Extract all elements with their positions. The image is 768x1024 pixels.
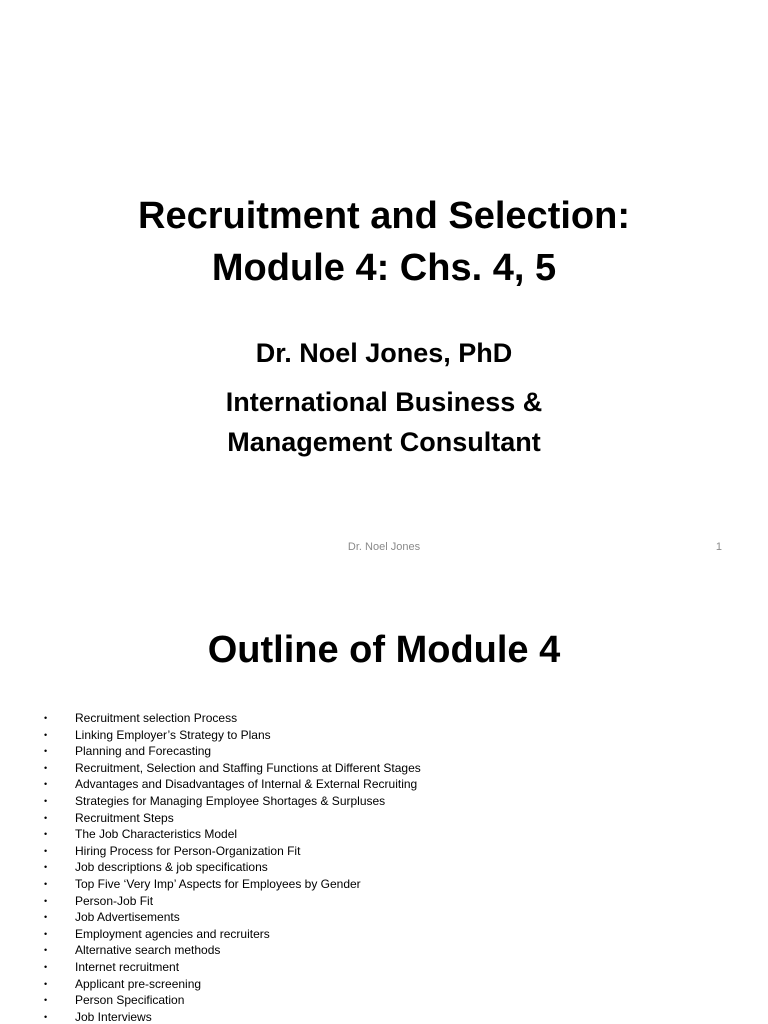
bullet-icon: • bbox=[44, 829, 48, 840]
slide-title-line-1: Recruitment and Selection: bbox=[138, 195, 630, 237]
bullet-icon: • bbox=[44, 746, 48, 757]
bullet-icon: • bbox=[44, 762, 48, 773]
slide-title-line-2: Module 4: Chs. 4, 5 bbox=[211, 247, 557, 289]
outline-item-text: Job descriptions & job specifications bbox=[75, 860, 268, 875]
outline-item-text: Job Advertisements bbox=[75, 910, 180, 925]
outline-item-text: The Job Characteristics Model bbox=[75, 827, 238, 842]
bullet-icon: • bbox=[44, 945, 48, 956]
author-affiliation bbox=[0, 382, 768, 462]
bullet-icon: • bbox=[44, 795, 48, 806]
outline-item-text: Planning and Forecasting bbox=[75, 744, 212, 759]
bullet-icon: • bbox=[44, 779, 48, 790]
slide-title bbox=[0, 190, 768, 294]
outline-item-text: Person Specification bbox=[75, 993, 185, 1008]
outline-slide bbox=[0, 576, 768, 1024]
outline-item-text: Internet recruitment bbox=[75, 959, 180, 974]
bullet-icon: • bbox=[44, 912, 48, 923]
bullet-icon: • bbox=[44, 961, 48, 972]
outline-item-text: Person-Job Fit bbox=[75, 893, 154, 908]
outline-item-text: Alternative search methods bbox=[75, 943, 221, 958]
slide-footer-name: Dr. Noel Jones bbox=[347, 541, 421, 553]
bullet-icon: • bbox=[44, 895, 48, 906]
affiliation-line-2: Management Consultant bbox=[227, 427, 541, 457]
bullet-icon: • bbox=[44, 862, 48, 873]
outline-item-text: Hiring Process for Person-Organization Fit bbox=[75, 843, 301, 858]
bullet-icon: • bbox=[44, 1011, 48, 1022]
outline-item-text: Job Interviews bbox=[75, 1009, 152, 1024]
bullet-icon: • bbox=[44, 812, 48, 823]
outline-item-text: Recruitment Steps bbox=[75, 810, 174, 825]
outline-item-text: Employment agencies and recruiters bbox=[75, 926, 270, 941]
slide-page-number: 1 bbox=[715, 541, 722, 553]
outline-title: Outline of Module 4 bbox=[207, 629, 561, 671]
affiliation-line-1: International Business & bbox=[225, 387, 543, 417]
outline-item-text: Strategies for Managing Employee Shortages & Surpluses bbox=[75, 793, 386, 808]
bullet-icon: • bbox=[44, 878, 48, 889]
bullet-icon: • bbox=[44, 995, 48, 1006]
author-name: Dr. Noel Jones, PhD bbox=[255, 338, 513, 368]
bullet-icon: • bbox=[44, 713, 48, 723]
bullet-icon: • bbox=[44, 729, 48, 740]
outline-item-text: Applicant pre-screening bbox=[75, 976, 202, 991]
bullet-icon: • bbox=[44, 928, 48, 939]
outline-item-text: Linking Employer’s Strategy to Plans bbox=[75, 727, 271, 742]
outline-item-text: Recruitment selection Process bbox=[75, 711, 238, 725]
outline-item-text: Top Five ‘Very Imp’ Aspects for Employees by Gender bbox=[75, 876, 361, 891]
bullet-icon: • bbox=[44, 978, 48, 989]
bullet-icon: • bbox=[44, 845, 48, 856]
outline-item-text: Advantages and Disadvantages of Internal & External Recruiting bbox=[75, 777, 418, 792]
outline-item-text: Recruitment, Selection and Staffing Functions at Different Stages bbox=[75, 760, 421, 775]
